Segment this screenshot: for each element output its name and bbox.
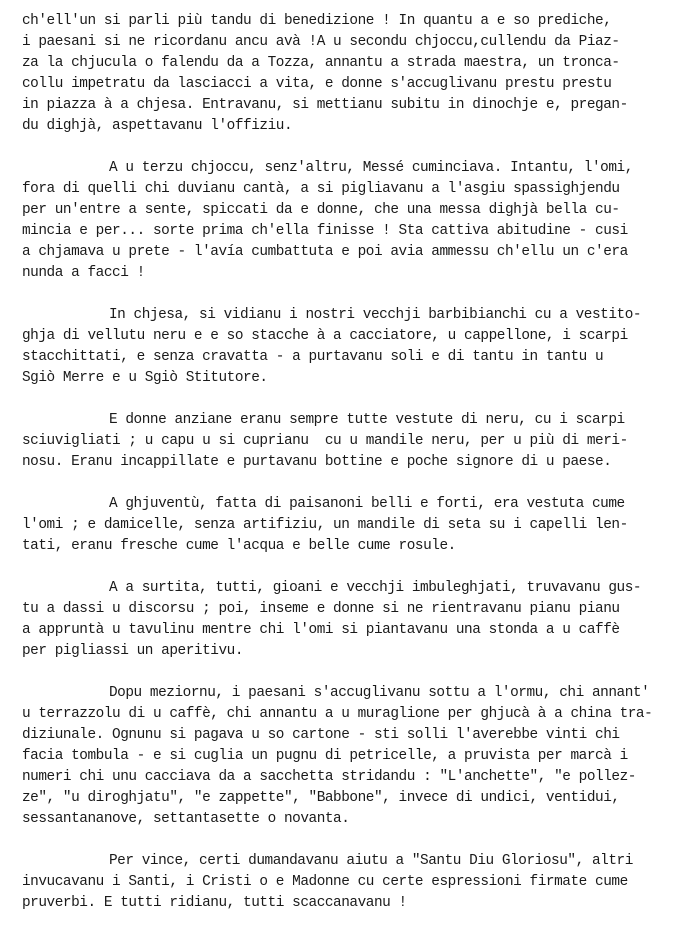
text-line: a appruntà u tavulinu mentre chi l'omi si piantavanu una stonda a u caffè (22, 622, 620, 638)
text-line: Sgiò Merre e u Sgiò Stitutore. (22, 370, 268, 386)
text-line: mincia e per... sorte prima ch'ella finisse ! Sta cattiva abitudine - cusi (22, 223, 628, 239)
text-line: ze", "u diroghjatu", "e zappette", "Babbone", invece di undici, ventidui, (22, 790, 620, 806)
paragraph-3 (22, 305, 686, 389)
text-line: pruverbi. E tutti ridianu, tutti scaccanavanu ! (22, 895, 407, 911)
paragraph-5 (22, 494, 686, 557)
text-line: per un'entre a sente, spiccati da e donne, che una messa dighjà bella cu- (22, 202, 620, 218)
text-line: per pigliassi un aperitivu. (22, 643, 244, 659)
text-line: stacchittati, e senza cravatta - a purtavanu soli e di tantu in tantu u (22, 349, 604, 365)
paragraph-2 (22, 158, 686, 284)
text-line: a chjamava u prete - l'avía cumbattuta e poi avia ammessu ch'ellu un c'era (22, 244, 628, 260)
text-line: A ghjuventù, fatta di paisanoni belli e forti, era vestuta cume (109, 496, 625, 512)
text-line: du dighjà, aspettavanu l'offiziu. (22, 118, 293, 134)
text-line: Dopu meziornu, i paesani s'accuglivanu sottu a l'ormu, chi annant' (109, 685, 650, 701)
text-line: In chjesa, si vidianu i nostri vecchji barbibianchi cu a vestito- (109, 307, 642, 323)
text-line: l'omi ; e damicelle, senza artifiziu, un mandile di seta su i capelli len- (22, 517, 628, 533)
text-line: za la chjucula o falendu da a Tozza, annantu a strada maestra, un tronca- (22, 55, 620, 71)
text-line: tati, eranu fresche cume l'acqua e belle cume rosule. (22, 538, 456, 554)
text-line: E donne anziane eranu sempre tutte vestute di neru, cu i scarpi (109, 412, 625, 428)
text-line: tu a dassi u discorsu ; poi, inseme e donne si ne rientravanu pianu pianu (22, 601, 620, 617)
text-line: diziunale. Ognunu si pagava u so cartone - sti solli l'averebbe vinti chi (22, 727, 620, 743)
paragraph-8 (22, 851, 686, 914)
paragraph-4 (22, 410, 686, 473)
text-line: Per vince, certi dumandavanu aiutu a "Santu Diu Gloriosu", altri (109, 853, 633, 869)
text-line: ghja di vellutu neru e e so stacche à a cacciatore, u cappellone, i scarpi (22, 328, 628, 344)
text-line: sciuvigliati ; u capu u si cuprianu cu u mandile neru, per u più di meri- (22, 433, 628, 449)
paragraph-7 (22, 683, 686, 830)
text-line: facia tombula - e si cuglia un pugnu di petricelle, a pruvista per marcà i (22, 748, 628, 764)
paragraph-1 (22, 11, 686, 137)
text-line: i paesani si ne ricordanu ancu avà !A u secondu chjoccu,cullendu da Piaz- (22, 34, 620, 50)
text-line: invucavanu i Santi, i Cristi o e Madonne cu certe espressioni firmate cume (22, 874, 628, 890)
text-line: sessantananove, settantasette o novanta. (22, 811, 350, 827)
text-line: numeri chi unu cacciava da a sacchetta stridandu : "L'anchette", "e pollez- (22, 769, 636, 785)
text-line: nosu. Eranu incappillate e purtavanu bottine e poche signore di u paese. (22, 454, 612, 470)
text-line: A u terzu chjoccu, senz'altru, Messé cuminciava. Intantu, l'omi, (109, 160, 633, 176)
text-line: ch'ell'un si parli più tandu di benedizione ! In quantu a e so prediche, (22, 13, 612, 29)
text-line: fora di quelli chi duvianu cantà, a si pigliavanu a l'asgiu spassighjendu (22, 181, 620, 197)
text-line: in piazza à a chjesa. Entravanu, si mettianu subitu in dinochje e, pregan- (22, 97, 628, 113)
text-line: A a surtita, tutti, gioani e vecchji imbuleghjati, truvavanu gus- (109, 580, 642, 596)
text-line: collu impetratu da lasciacci a vita, e donne s'accuglivanu prestu prestu (22, 76, 612, 92)
text-line: nunda a facci ! (22, 265, 145, 281)
text-line: u terrazzolu di u caffè, chi annantu a u muraglione per ghjucà à a china tra- (22, 706, 653, 722)
paragraph-6 (22, 578, 686, 662)
